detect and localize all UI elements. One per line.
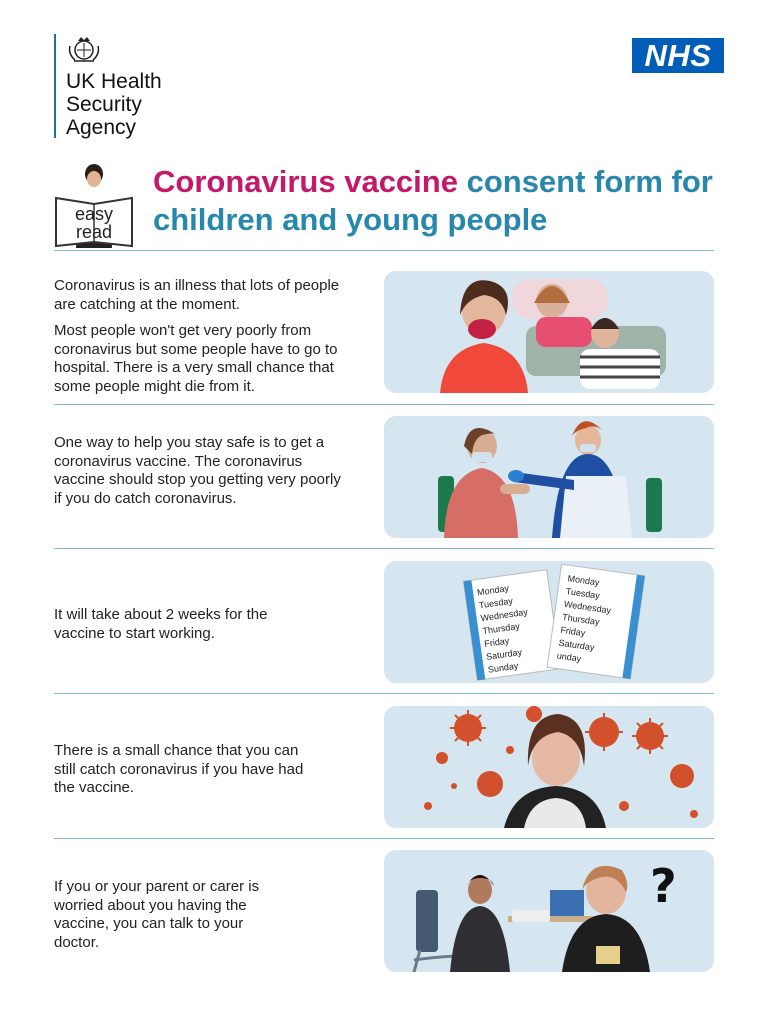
easy-read-word-1: easy (74, 204, 114, 224)
calendar-right-saturday: Saturday (557, 637, 596, 653)
section-1-text (54, 277, 364, 404)
question-mark-icon: ? (650, 859, 677, 913)
calendar-left-wednesday: Wednesday (480, 606, 529, 624)
divider (54, 838, 714, 839)
calendar-right-monday: Monday (567, 573, 601, 588)
divider (54, 693, 714, 694)
doctor-visit-illustration (384, 850, 714, 972)
section-3-paragraph-1: It will take about 2 weeks for the vaccine to start working. (54, 606, 268, 642)
title-rest: consent form for children and young people (153, 164, 713, 237)
divider (54, 548, 714, 549)
section-4-paragraph-1: There is a small chance that you can still catch coronavirus if you have had the vaccine. (54, 742, 304, 796)
title-highlight: Coronavirus vaccine (153, 164, 458, 199)
two-week-calendars-illustration (384, 561, 714, 683)
ill-people-illustration (384, 271, 714, 393)
section-5-paragraph-1: If you or your parent or carer is worried about you having the vaccine, you can talk to your doctor. (54, 878, 260, 951)
calendar-left-saturday: Saturday (485, 646, 523, 662)
section-4-text (54, 742, 314, 806)
calendar-left-tuesday: Tuesday (478, 595, 514, 611)
divider (54, 404, 714, 405)
section-3-text (54, 606, 304, 651)
calendar-right-tuesday: Tuesday (565, 586, 601, 601)
calendar-left-friday: Friday (483, 635, 510, 649)
org-name-line-3: Agency (66, 116, 137, 139)
vaccination-illustration (384, 416, 714, 538)
calendar-left-sunday: Sunday (487, 660, 519, 675)
page-title (153, 163, 743, 239)
royal-crest-icon (66, 34, 102, 64)
section-1-paragraph-2: Most people won't get very poorly from coronavirus but some people have to go to hospital. There is a very small chance that some people might die from it. (54, 322, 338, 395)
logo-divider (54, 34, 56, 138)
nhs-logo: NHS (632, 38, 724, 73)
ukhsa-logo (54, 34, 162, 138)
divider (54, 250, 714, 251)
org-name-line-1: UK Health (66, 70, 162, 93)
org-name (66, 70, 162, 138)
section-5-text (54, 878, 284, 960)
virus-particles-illustration (384, 706, 714, 828)
easy-read-word-2: read (75, 222, 113, 242)
calendar-left-thursday: Thursday (481, 620, 521, 637)
calendar-right-wednesday: Wednesday (563, 599, 612, 616)
section-2-paragraph-1: One way to help you stay safe is to get a coronavirus vaccine. The coronavirus vaccine should stop you getting very poorly if you do catch coronavirus. (54, 434, 341, 507)
calendar-left-monday: Monday (476, 583, 510, 598)
calendar-right-sunday: unday (556, 650, 582, 664)
easy-read-badge (48, 162, 140, 248)
section-1-paragraph-1: Coronavirus is an illness that lots of people are catching at the moment. (54, 277, 340, 313)
calendar-right-friday: Friday (559, 624, 586, 639)
section-2-text (54, 434, 344, 516)
org-name-line-2: Security (66, 93, 142, 116)
calendar-right-thursday: Thursday (561, 611, 601, 627)
